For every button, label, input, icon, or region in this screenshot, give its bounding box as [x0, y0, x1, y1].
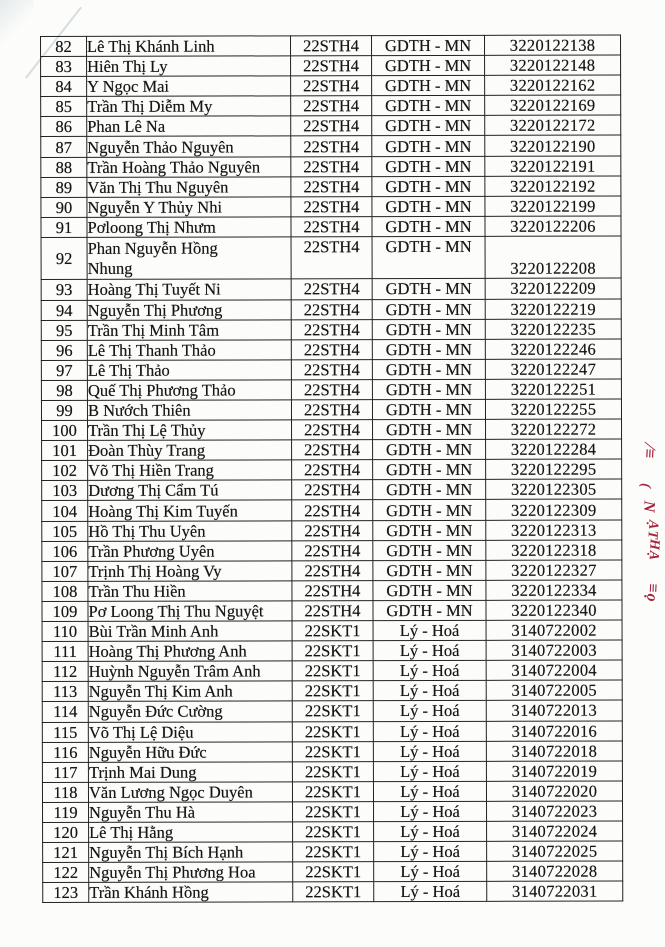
table-row — [42, 600, 622, 622]
row-number: 90 — [41, 197, 87, 217]
major: GDTH - MN — [372, 76, 485, 96]
student-id: 3220122284 — [486, 439, 622, 459]
row-number: 111 — [42, 642, 88, 662]
student-id: 3220122305 — [486, 479, 622, 499]
table-row — [41, 75, 621, 97]
student-id: 3220122199 — [485, 196, 621, 216]
class-code: 22STH4 — [291, 156, 372, 176]
class-code: 22SKT1 — [293, 842, 374, 862]
class-code: 22STH4 — [291, 196, 372, 216]
table-row — [42, 419, 622, 441]
table-row — [43, 861, 623, 883]
student-name: Phan Nguyễn Hồng Nhung — [87, 237, 291, 280]
class-code: 22SKT1 — [292, 761, 373, 781]
student-name: Nguyễn Đức Cường — [88, 701, 292, 722]
row-number: 122 — [43, 863, 89, 883]
major: GDTH - MN — [373, 520, 486, 540]
row-number: 119 — [43, 802, 89, 822]
student-id: 3220122309 — [486, 499, 622, 519]
table-row — [42, 439, 622, 461]
student-name: Quế Thị Phương Thảo — [87, 380, 291, 401]
major: GDTH - MN — [372, 196, 485, 216]
student-name: Trần Hoàng Thảo Nguyên — [87, 156, 291, 177]
student-id: 3140722031 — [487, 881, 623, 901]
student-roster-table — [40, 34, 623, 903]
class-code: 22SKT1 — [292, 721, 373, 741]
student-id: 3220122191 — [485, 156, 621, 176]
row-number: 83 — [41, 56, 87, 76]
major: GDTH - MN — [372, 216, 485, 236]
student-name: Văn Lương Ngọc Duyên — [88, 782, 292, 803]
student-id: 3220122334 — [486, 580, 622, 600]
row-number: 109 — [42, 601, 88, 621]
student-name: Nguyễn Y Thủy Nhi — [87, 197, 291, 218]
student-name: Nguyễn Thị Phương — [87, 299, 291, 320]
major: GDTH - MN — [372, 399, 485, 419]
student-name: Pơloong Thị Nhưm — [87, 217, 291, 238]
table-row — [41, 278, 621, 300]
row-number: 120 — [43, 822, 89, 842]
student-name: Dương Thị Cẩm Tú — [88, 480, 292, 501]
major: Lý - Hoá — [374, 841, 487, 861]
table-row — [41, 339, 621, 361]
table-row — [42, 540, 622, 562]
row-number: 112 — [42, 662, 88, 682]
class-code: 22STH4 — [291, 359, 372, 379]
table-row — [41, 216, 621, 238]
student-name: Hiên Thị Ly — [87, 56, 291, 77]
red-ink-margin-marks — [634, 436, 665, 626]
student-id: 3140722020 — [486, 781, 622, 801]
row-number: 93 — [41, 280, 87, 300]
student-name: Hoàng Thị Tuyết Ni — [87, 279, 291, 300]
major: GDTH - MN — [373, 480, 486, 500]
major: Lý - Hoá — [373, 721, 486, 741]
student-id: 3220122219 — [485, 299, 621, 319]
major: Lý - Hoá — [374, 861, 487, 881]
student-id: 3140722023 — [487, 801, 623, 821]
row-number: 114 — [42, 702, 88, 722]
row-number: 94 — [41, 300, 87, 320]
student-name: Nguyễn Thị Kim Anh — [88, 681, 292, 702]
major: Lý - Hoá — [373, 741, 486, 761]
student-id: 3140722016 — [486, 720, 622, 740]
major: Lý - Hoá — [373, 701, 486, 721]
class-code: 22STH4 — [291, 56, 372, 76]
class-code: 22STH4 — [291, 279, 372, 299]
student-name: Nguyễn Thảo Nguyên — [87, 136, 291, 157]
student-id: 3140722028 — [487, 861, 623, 881]
student-name: Trần Thị Minh Tâm — [87, 319, 291, 340]
class-code: 22STH4 — [291, 116, 372, 136]
table-row — [43, 821, 623, 843]
student-id: 3220122172 — [485, 115, 621, 135]
class-code: 22STH4 — [291, 339, 372, 359]
row-number: 96 — [41, 340, 87, 360]
student-id: 3220122169 — [485, 95, 621, 115]
student-id: 3140722013 — [486, 700, 622, 720]
class-code: 22STH4 — [292, 420, 373, 440]
table-row — [43, 881, 623, 903]
table-row — [41, 156, 621, 178]
major: GDTH - MN — [372, 35, 485, 55]
red-ink-fragment: ( — [637, 482, 653, 490]
major: GDTH - MN — [372, 359, 485, 379]
row-number: 116 — [42, 742, 88, 762]
table-row — [42, 700, 622, 722]
major: GDTH - MN — [373, 540, 486, 560]
student-id: 3220122192 — [485, 176, 621, 196]
row-number: 113 — [42, 682, 88, 702]
student-id: 3220122162 — [485, 75, 621, 95]
table-row — [41, 236, 621, 280]
table-row — [42, 781, 622, 803]
major: GDTH - MN — [372, 96, 485, 116]
student-id: 3140722005 — [486, 680, 622, 700]
class-code: 22SKT1 — [292, 641, 373, 661]
row-number: 107 — [42, 561, 88, 581]
student-id: 3220122190 — [485, 135, 621, 155]
class-code: 22STH4 — [292, 580, 373, 600]
student-name: Võ Thị Lệ Diệu — [88, 721, 292, 742]
student-id: 3220122206 — [485, 216, 621, 236]
student-name: Trần Khánh Hồng — [89, 882, 293, 903]
student-name: Trịnh Mai Dung — [88, 762, 292, 783]
row-number: 84 — [41, 77, 87, 97]
student-name: Hoàng Thị Phương Anh — [88, 641, 292, 662]
student-name: Lê Thị Thảo — [87, 360, 291, 381]
student-id: 3220122255 — [485, 399, 621, 419]
major: Lý - Hoá — [373, 761, 486, 781]
student-name: Lê Thị Hằng — [89, 822, 293, 843]
table-row — [41, 379, 621, 401]
student-name: Đoàn Thùy Trang — [88, 440, 292, 461]
table-row — [42, 620, 622, 642]
student-id: 3220122246 — [485, 339, 621, 359]
class-code: 22STH4 — [291, 299, 372, 319]
class-code: 22STH4 — [291, 36, 372, 56]
major: GDTH - MN — [372, 279, 485, 299]
student-id: 3220122327 — [486, 560, 622, 580]
table-row — [42, 660, 622, 682]
student-id: 3220122272 — [486, 419, 622, 439]
student-name: Y Ngọc Mai — [87, 76, 291, 97]
major: Lý - Hoá — [373, 661, 486, 681]
scan-corner-shade — [0, 0, 34, 46]
student-name: Trịnh Thị Hoàng Vy — [88, 561, 292, 582]
major: GDTH - MN — [373, 460, 486, 480]
major: GDTH - MN — [372, 339, 485, 359]
class-code: 22SKT1 — [293, 862, 374, 882]
row-number: 100 — [42, 420, 88, 440]
class-code: 22STH4 — [292, 601, 373, 621]
class-code: 22SKT1 — [293, 882, 374, 902]
student-name: B Nướch Thiên — [87, 400, 291, 421]
student-id: 3220122251 — [485, 379, 621, 399]
student-id: 3220122208 — [485, 236, 621, 279]
student-name: Văn Thị Thu Nguyên — [87, 176, 291, 197]
row-number: 89 — [41, 177, 87, 197]
student-name: Hoàng Thị Kim Tuyến — [88, 500, 292, 521]
major: GDTH - MN — [372, 319, 485, 339]
table-row — [42, 720, 622, 742]
student-id: 3220122209 — [485, 278, 621, 298]
table-row — [41, 196, 621, 218]
class-code: 22STH4 — [292, 480, 373, 500]
table-row — [42, 580, 622, 602]
red-ink-fragment: ⁄≡ — [639, 444, 660, 460]
major: Lý - Hoá — [373, 681, 486, 701]
major: GDTH - MN — [373, 600, 486, 620]
student-id: 3140722002 — [486, 620, 622, 640]
class-code: 22STH4 — [292, 500, 373, 520]
row-number: 91 — [41, 217, 87, 237]
student-id: 3220122318 — [486, 540, 622, 560]
row-number: 115 — [42, 722, 88, 742]
row-number: 99 — [41, 400, 87, 420]
table-row — [41, 359, 621, 381]
student-name: Nguyễn Thị Bích Hạnh — [89, 842, 293, 863]
student-id: 3220122148 — [485, 55, 621, 75]
student-name: Nguyễn Hữu Đức — [88, 741, 292, 762]
student-name: Trần Thị Diễm My — [87, 96, 291, 117]
student-name: Pơ Loong Thị Thu Nguyệt — [88, 601, 292, 622]
table-row — [42, 761, 622, 783]
class-code: 22STH4 — [291, 380, 372, 400]
student-name: Lê Thị Thanh Thảo — [87, 340, 291, 361]
table-row — [41, 115, 621, 137]
row-number: 82 — [41, 36, 87, 56]
row-number: 85 — [41, 97, 87, 117]
class-code: 22STH4 — [292, 460, 373, 480]
row-number: 108 — [42, 581, 88, 601]
class-code: 22STH4 — [291, 96, 372, 116]
table-row — [41, 176, 621, 198]
row-number: 104 — [42, 501, 88, 521]
table-row — [41, 319, 621, 341]
class-code: 22STH4 — [291, 216, 372, 236]
class-code: 22STH4 — [291, 176, 372, 196]
table-row — [41, 399, 621, 421]
student-id: 3140722024 — [487, 821, 623, 841]
row-number: 110 — [42, 621, 88, 641]
student-name: Võ Thị Hiền Trang — [88, 460, 292, 481]
major: Lý - Hoá — [373, 640, 486, 660]
table-row — [43, 841, 623, 863]
student-id: 3220122295 — [486, 459, 622, 479]
table-row — [42, 459, 622, 481]
major: Lý - Hoá — [374, 821, 487, 841]
table-row — [42, 640, 622, 662]
red-ink-fragment: N — [639, 500, 658, 514]
row-number: 103 — [42, 481, 88, 501]
row-number: 118 — [42, 782, 88, 802]
major: GDTH - MN — [373, 440, 486, 460]
row-number: 123 — [43, 883, 89, 903]
student-name: Trần Thị Lệ Thủy — [88, 420, 292, 441]
table-row — [41, 55, 621, 77]
table-row — [42, 741, 622, 763]
row-number: 88 — [41, 157, 87, 177]
red-ink-fragment: HẠ — [645, 538, 662, 562]
class-code: 22SKT1 — [293, 802, 374, 822]
student-name: Bùi Trần Minh Anh — [88, 621, 292, 642]
major: GDTH - MN — [372, 55, 485, 75]
class-code: 22SKT1 — [292, 661, 373, 681]
class-code: 22SKT1 — [293, 822, 374, 842]
row-number: 87 — [41, 137, 87, 157]
major: GDTH - MN — [372, 136, 485, 156]
row-number: 86 — [41, 117, 87, 137]
row-number: 105 — [42, 521, 88, 541]
student-id: 3220122313 — [486, 520, 622, 540]
row-number: 121 — [43, 842, 89, 862]
student-name: Lê Thị Khánh Linh — [87, 36, 291, 57]
row-number: 101 — [42, 441, 88, 461]
row-number: 92 — [41, 237, 87, 280]
row-number: 102 — [42, 461, 88, 481]
student-name: Phan Lê Na — [87, 116, 291, 137]
class-code: 22SKT1 — [292, 621, 373, 641]
class-code: 22SKT1 — [292, 681, 373, 701]
major: Lý - Hoá — [374, 882, 487, 902]
major: GDTH - MN — [373, 419, 486, 439]
table-row — [42, 499, 622, 521]
student-id: 3220122138 — [484, 35, 620, 55]
student-id: 3140722003 — [486, 640, 622, 660]
red-ink-fragment: ≡ọ — [643, 583, 662, 604]
student-name: Trần Phương Uyên — [88, 540, 292, 561]
row-number: 98 — [41, 380, 87, 400]
major: GDTH - MN — [372, 116, 485, 136]
class-code: 22STH4 — [292, 440, 373, 460]
table-row — [42, 520, 622, 542]
major: GDTH - MN — [372, 156, 485, 176]
table-row — [42, 680, 622, 702]
class-code: 22STH4 — [291, 319, 372, 339]
table-row — [41, 95, 621, 117]
major: GDTH - MN — [372, 379, 485, 399]
class-code: 22SKT1 — [292, 741, 373, 761]
table-row — [42, 560, 622, 582]
table-row — [41, 299, 621, 321]
student-name: Nguyễn Thu Hà — [89, 802, 293, 823]
major: Lý - Hoá — [373, 620, 486, 640]
major: GDTH - MN — [373, 500, 486, 520]
row-number: 117 — [42, 762, 88, 782]
table-row — [41, 35, 621, 57]
row-number: 106 — [42, 541, 88, 561]
table-row — [42, 479, 622, 501]
student-id: 3140722018 — [486, 741, 622, 761]
class-code: 22STH4 — [292, 560, 373, 580]
major: Lý - Hoá — [374, 801, 487, 821]
student-id: 3220122247 — [485, 359, 621, 379]
class-code: 22STH4 — [291, 237, 372, 280]
class-code: 22SKT1 — [292, 701, 373, 721]
student-name: Nguyễn Thị Phương Hoa — [89, 862, 293, 883]
student-name: Trần Thu Hiền — [88, 581, 292, 602]
table-row — [43, 801, 623, 823]
major: GDTH - MN — [372, 299, 485, 319]
class-code: 22STH4 — [292, 520, 373, 540]
student-id: 3140722019 — [486, 761, 622, 781]
class-code: 22STH4 — [291, 136, 372, 156]
table-row — [41, 135, 621, 157]
student-name: Huỳnh Nguyễn Trâm Anh — [88, 661, 292, 682]
major: GDTH - MN — [372, 236, 485, 279]
student-name: Hồ Thị Thu Uyên — [88, 520, 292, 541]
major: GDTH - MN — [373, 560, 486, 580]
student-id: 3220122235 — [485, 319, 621, 339]
student-id: 3220122340 — [486, 600, 622, 620]
row-number: 95 — [41, 320, 87, 340]
class-code: 22STH4 — [292, 540, 373, 560]
student-id: 3140722025 — [487, 841, 623, 861]
major: GDTH - MN — [373, 580, 486, 600]
row-number: 97 — [41, 360, 87, 380]
class-code: 22SKT1 — [292, 781, 373, 801]
red-ink-fragment: ẠT — [644, 519, 661, 541]
major: Lý - Hoá — [373, 781, 486, 801]
student-id: 3140722004 — [486, 660, 622, 680]
major: GDTH - MN — [372, 176, 485, 196]
class-code: 22STH4 — [291, 400, 372, 420]
class-code: 22STH4 — [291, 76, 372, 96]
